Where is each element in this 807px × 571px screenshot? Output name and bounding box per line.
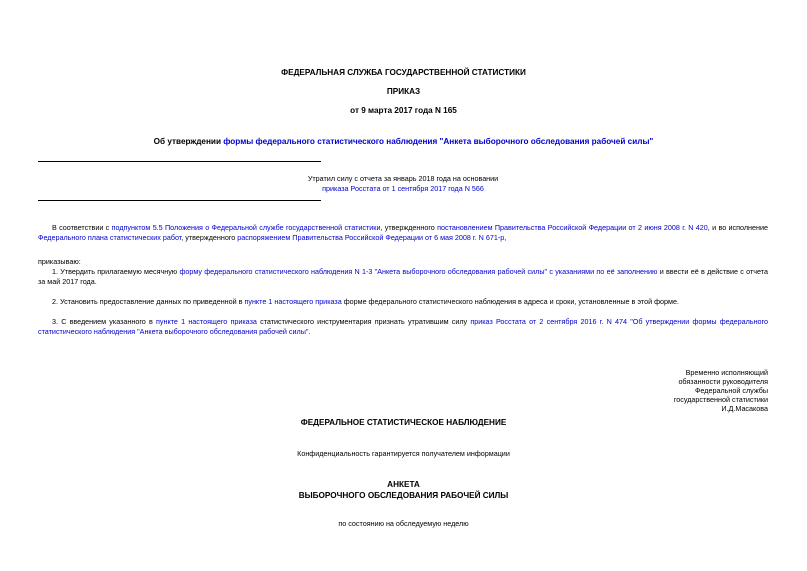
item-3-text-3: . xyxy=(308,327,311,336)
status-line: Утратил силу с отчета за январь 2018 года на основании xyxy=(307,174,499,183)
confidentiality-note: Конфиденциальность гарантируется получателем информации xyxy=(297,449,510,458)
signature-line-2: обязанности руководителя xyxy=(678,377,768,386)
doc-title-prefix: Об утверждении xyxy=(153,137,224,146)
preamble-text-3: , и во исполнение xyxy=(707,223,768,232)
org-name: ФЕДЕРАЛЬНАЯ СЛУЖБА ГОСУДАРСТВЕННОЙ СТАТИСТИКИ xyxy=(281,68,526,77)
order-item-2 xyxy=(38,297,768,307)
signature-name: И.Д.Масакова xyxy=(721,404,768,413)
as-of-note: по состоянию на обследуемую неделю xyxy=(338,519,469,528)
item-3-text-1: 3. С введением указанного в xyxy=(52,317,157,326)
item-2-text-2: форме федерального статистического наблюдения в адреса и сроки, установленные в этой форме. xyxy=(341,297,679,306)
item-1-text-2: и ввести её в действие с отчета за май 2017 года. xyxy=(38,267,768,286)
preamble-text-4: , утвержденного xyxy=(181,233,238,242)
doc-type: ПРИКАЗ xyxy=(386,87,421,96)
doc-title-link[interactable]: формы федерального статистического наблюдения "Анкета выборочного обследования рабочей силы" xyxy=(223,137,654,146)
signature-line-4: государственной статистики xyxy=(673,395,768,404)
preamble-paragraph xyxy=(38,223,768,243)
item-1-text-1: 1. Утвердить прилагаемую месячную xyxy=(52,267,180,276)
item-2-link-clause[interactable]: пункте 1 настоящего приказа xyxy=(244,297,342,306)
preamble-text-5: , xyxy=(504,233,507,242)
item-1-link-form[interactable]: форму федерального статистического наблюдения N 1-3 "Анкета выборочного обследования рабочей силы" с указаниями по её заполнению xyxy=(179,267,658,276)
form-title-2: ВЫБОРОЧНОГО ОБСЛЕДОВАНИЯ РАБОЧЕЙ СИЛЫ xyxy=(298,491,509,500)
status-note xyxy=(38,174,768,194)
item-3-link-order[interactable]: приказ Росстата от 2 сентября 2016 г. N 474 "Об утверждении формы федерального статистического наблюдения "Анкета выборочного обследования рабочей силы" xyxy=(38,317,769,336)
item-2-text-1: 2. Установить предоставление данных по приведенной в xyxy=(52,297,245,306)
form-heading: ФЕДЕРАЛЬНОЕ СТАТИСТИЧЕСКОЕ НАБЛЮДЕНИЕ xyxy=(300,418,507,427)
doc-title xyxy=(0,137,807,147)
doc-date-number: от 9 марта 2017 года N 165 xyxy=(350,106,457,115)
order-word: приказываю: xyxy=(38,257,81,266)
item-3-link-clause[interactable]: пункте 1 настоящего приказа xyxy=(156,317,257,326)
divider-bottom xyxy=(38,200,321,201)
signature-line-1: Временно исполняющий xyxy=(685,368,768,377)
preamble-link-order[interactable]: распоряжением Правительства Российской Федерации от 6 мая 2008 г. N 671-р xyxy=(237,233,505,242)
preamble-text-2: , утвержденного xyxy=(380,223,438,232)
signature-line-3: Федеральной службы xyxy=(694,386,768,395)
preamble-link-resolution[interactable]: постановлением Правительства Российской Федерации от 2 июня 2008 г. N 420 xyxy=(437,223,708,232)
order-item-1 xyxy=(38,267,768,287)
form-title-1: АНКЕТА xyxy=(387,480,420,489)
divider-top xyxy=(38,161,321,162)
preamble-link-regulation[interactable]: подпунктом 5.5 Положения о Федеральной службе государственной статистики xyxy=(111,223,381,232)
preamble-link-plan[interactable]: Федерального плана статистических работ xyxy=(38,233,182,242)
preamble-text-1: В соответствии с xyxy=(52,223,112,232)
item-3-text-2: статистического инструментария признать утратившим силу xyxy=(256,317,471,326)
signature-block xyxy=(674,368,768,413)
status-link[interactable]: приказа Росстата от 1 сентября 2017 года N 566 xyxy=(322,184,484,193)
order-item-3 xyxy=(38,317,768,337)
